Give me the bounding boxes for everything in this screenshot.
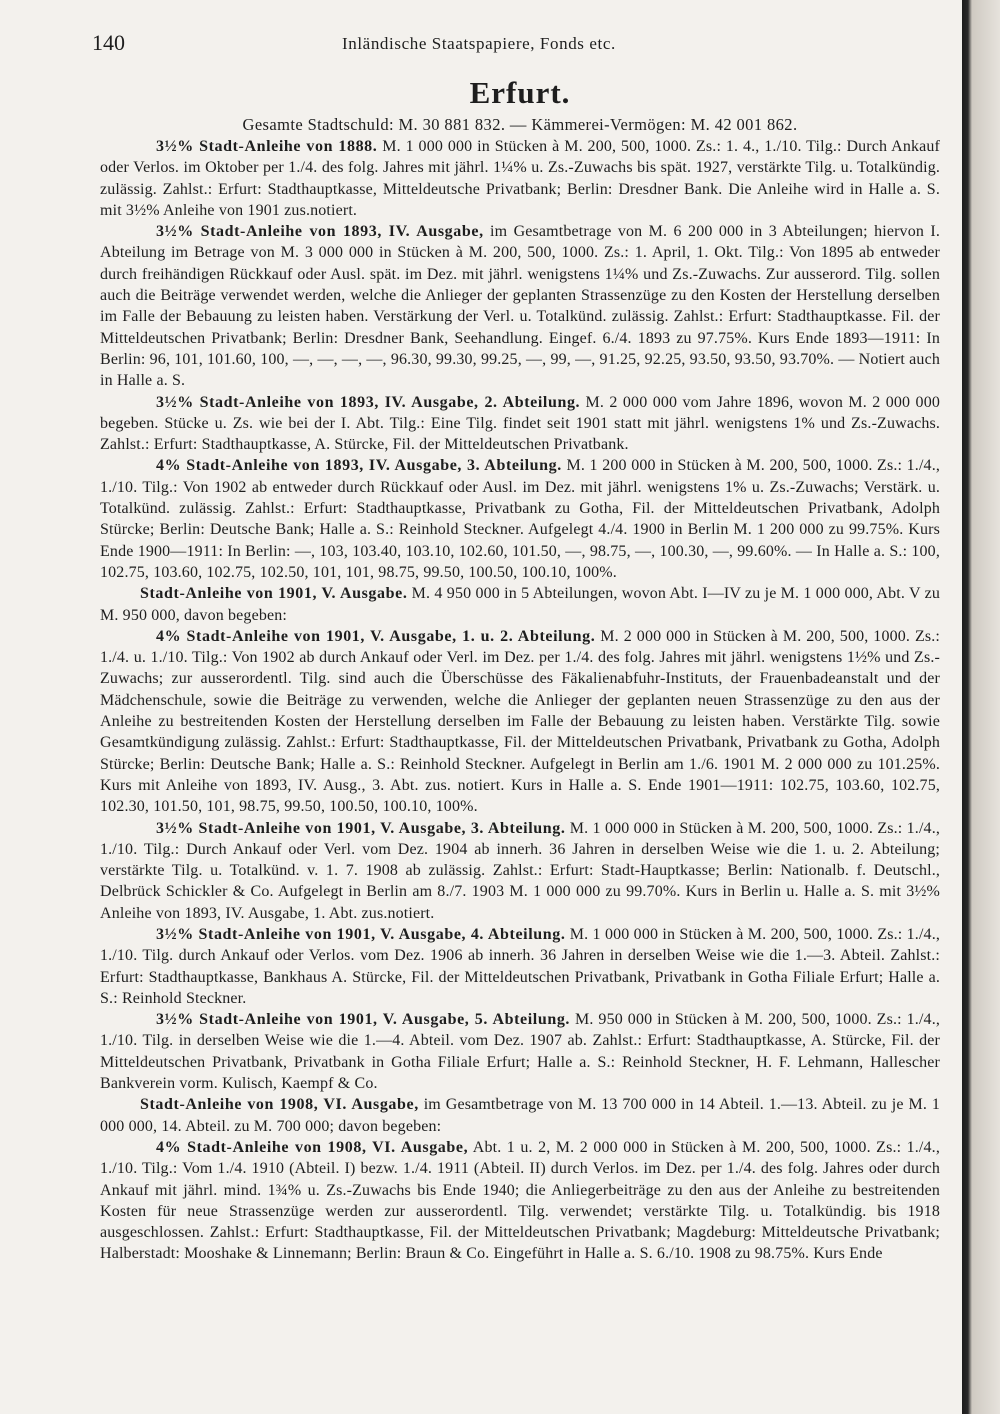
section-title: Erfurt. <box>469 75 571 110</box>
bond-heading: 3½% Stadt-Anleihe von 1893, IV. Ausgabe, <box>156 223 484 241</box>
issue-entry <box>100 1094 940 1137</box>
bond-text: M. 2 000 000 in Stücken à M. 200, 500, 1000. Zs.: 1./4. u. 1./10. Tilg.: Von 1902 ab durch Ankauf oder Verl. im Dez. per 1./4. des folg. Jahres mit jährl. wenigstens 1½% und Zs.-Zuwachs; zur ausserordentl. Tilg. sind auch die Überschüsse des Fäkalienabfuhr-Instituts, der Frauenbadeanstalt und der Mädchenschule, sowie die Beiträge zu verwenden, welche die Anlieger der geplanten neuen Strassenzüge zu den aus der Anleihe zu bestreitenden Kosten der Herstellung derselben im Falle der Bebauung zu leisten haben. Verstärkte Tilg. sowie Gesamtkündigung zulässig. Zahlst.: Erfurt: Stadthauptkasse, Fil. der Mitteldeutschen Privatbank, Privatbank zu Gotha, Adolph Stürcke; Berlin: Deutsche Bank; Halle a. S.: Reinhold Steckner. Aufgelegt in Berlin am 1./6. 1901 M. 2 000 000 zu 101.25%. Kurs mit Anleihe von 1893, IV. Ausg., 3. Abt. zus. notiert. Kurs in Halle a. S. Ende 1901—1911: 102.75, 103.60, 102.75, 102.30, 101.50, 101, 98.75, 99.50, 100.50, 100.10, 100%. <box>100 627 941 816</box>
bond-text: M. 1 000 000 in Stücken à M. 200, 500, 1000. Zs.: 1./4., 1./10. Tilg. durch Ankauf oder Verlos. vom Dez. 1906 ab innerh. 36 Jahren in derselben Weise wie die 1.—3. Abteil. Zahlst.: Erfurt: Stadthauptkasse, Bankhaus A. Stürcke, Fil. der Mitteldeutschen Privatbank, Privatbank in Gotha Filiale Erfurt; Halle a. S.: Reinhold Steckner. <box>100 925 940 1007</box>
bond-text: M. 1 000 000 in Stücken à M. 200, 500, 1000. Zs.: 1./4., 1./10. Tilg.: Durch Ankauf oder Verl. vom Dez. 1904 ab innerh. 36 Jahren in derselben Weise wie die 1. u. 2. Abteilung; verstärkte Tilg. u. Totalkünd. v. 1. 7. 1908 ab zulässig. Zahlst.: Erfurt: Stadt-Hauptkasse; Berlin: Nationalb. f. Deutschl., Delbrück Schickler & Co. Aufgelegt in Berlin am 8./7. 1903 M. 1 000 000 zu 99.70%. Kurs in Berlin u. Halle a. S. mit 3½% Anleihe von 1893, IV. Ausgabe, 1. Abt. zus.notiert. <box>100 819 940 922</box>
bond-entry <box>100 1137 940 1265</box>
bond-heading: 4% Stadt-Anleihe von 1893, IV. Ausgabe, 3. Abteilung. <box>156 457 562 475</box>
bond-heading: 3½% Stadt-Anleihe von 1888. <box>156 138 378 155</box>
bond-entry <box>100 392 940 456</box>
bond-heading: 4% Stadt-Anleihe von 1908, VI. Ausgabe, <box>156 1138 469 1156</box>
issue-text: im Gesamtbetrage von M. 13 700 000 in 14 Abteil. 1.—13. Abteil. zu je M. 1 000 000, 14. Abteil. zu M. 700 000; davon begeben: <box>100 1096 940 1135</box>
bond-entry <box>100 818 940 924</box>
bond-text: M. 950 000 in Stücken à M. 200, 500, 1000. Zs.: 1./4., 1./10. Tilg. in derselben Weise wie die 1.—4. Abteil. vom Dez. 1907 ab. Zahlst.: Erfurt: Stadthauptkasse, A. Stürcke, Fil. der Mitteldeutschen Privatbank, Privatbank in Gotha Filiale Erfurt; Halle a. S.: Reinhold Steckner, H. F. Lehmann, Hallescher Bankverein vorm. Kulisch, Kaempf & Co. <box>100 1011 941 1093</box>
bond-entry <box>100 626 940 818</box>
bond-entry <box>100 455 940 583</box>
debt-summary: Gesamte Stadtschuld: M. 30 881 832. — Kämmerei-Vermögen: M. 42 001 862. <box>242 115 798 134</box>
bond-entry <box>100 136 940 221</box>
bond-text: M. 1 200 000 in Stücken à M. 200, 500, 1000. Zs.: 1./4., 1./10. Tilg.: Von 1902 ab entweder durch Rückkauf oder Ausl. im Dez. mit jährl. wenigstens 1% u. Zs.-Zuwachs; Verstärk. u. Totalkünd. zulässig. Zahlst.: Erfurt: Stadthauptkasse, Privatbank zu Gotha, Fil. der Mitteldeutschen Privatbank, Adolph Stürcke; Berlin: Deutsche Bank; Halle a. S.: Reinhold Steckner. Aufgelegt 4./4. 1900 in Berlin M. 1 200 000 zu 99.75%. Kurs Ende 1900—1911: In Berlin: —, 103, 103.40, 103.10, 102.60, 101.50, —, 98.75, —, 100.30, —, 99.60%. — In Halle a. S.: 100, 102.75, 103.60, 102.75, 102.50, 101, 101, 98.75, 99.50, 100.50, 100.10, 100%. <box>100 457 940 581</box>
issue-entry <box>100 583 940 626</box>
bond-entry <box>100 221 940 391</box>
page-number: 140 <box>92 30 125 55</box>
bond-entry <box>100 1009 940 1094</box>
book-binding-edge <box>962 0 1000 1414</box>
issue-text: M. 4 950 000 in 5 Abteilungen, wovon Abt. I—IV zu je M. 1 000 000, Abt. V zu M. 950 000, davon begeben: <box>100 585 941 624</box>
bond-heading: 3½% Stadt-Anleihe von 1893, IV. Ausgabe, 2. Abteilung. <box>156 393 581 411</box>
bond-text: im Gesamtbetrage von M. 6 200 000 in 3 Abteilungen; hiervon I. Abteilung im Betrage von M. 3 000 000 in Stücken à M. 200, 500, 1000. Zs.: 1. April, 1. Okt. Tilg.: Von 1895 ab entweder durch freihändigen Rückkauf oder Ausl. spät. im Dez. mit jährl. wenigstens 1¼% und Zs.-Zuwachs. Zur ausserord. Tilg. sollen auch die Beiträge verwendet werden, welche die Anlieger der geplanten Strassenzüge zu den Kosten der Herstellung derselben im Falle der Bebauung zu leisten haben. Verstärkung der Verl. u. Totalkünd. zulässig. Zahlst.: Erfurt: Stadthauptkasse. Fil. der Mitteldeutschen Privatbank; Berlin: Dresdner Bank, Seehandlung. Eingef. 6./4. 1893 zu 97.75%. Kurs Ende 1893—1911: In Berlin: 96, 101, 101.60, 100, —, —, —, —, 96.30, 99.30, 99.25, —, 99, —, 91.25, 92.25, 93.50, 93.50, 93.70%. — Notiert auch in Halle a. S. <box>100 223 940 390</box>
bond-heading: 3½% Stadt-Anleihe von 1901, V. Ausgabe, 5. Abteilung. <box>156 1011 571 1029</box>
page-content <box>100 76 940 1265</box>
bond-heading: 4% Stadt-Anleihe von 1901, V. Ausgabe, 1. u. 2. Abteilung. <box>156 627 596 645</box>
issue-heading: Stadt-Anleihe von 1908, VI. Ausgabe, <box>140 1096 419 1114</box>
bond-text: M. 1 000 000 in Stücken à M. 200, 500, 1000. Zs.: 1. 4., 1./10. Tilg.: Durch Ankauf oder Verlos. im Oktober per 1./4. des folg. Jahres mit jährl. 1¼% u. Zs.-Zuwachs bis spät. 1927, verstärkte Tilg. u. Totalkündig. zulässig. Zahlst.: Erfurt: Stadthauptkasse, Mitteldeutsche Privatbank; Berlin: Dresdner Bank. Die Anleihe wird in Halle a. S. mit 3½% Anleihe von 1901 zus.notiert. <box>100 138 941 219</box>
bond-entry <box>100 924 940 1009</box>
running-title: Inländische Staatspapiere, Fonds etc. <box>342 34 616 53</box>
bond-text: Abt. 1 u. 2, M. 2 000 000 in Stücken à M. 200, 500, 1000. Zs.: 1./4., 1./10. Tilg.: Vom 1./4. 1910 (Abteil. I) bezw. 1./4. 1911 (Abteil. II) durch Verlos. im Dez. per 1./4. des folg. Jahres oder durch Ankauf mit jährl. mind. 1¾% u. Zs.-Zuwachs bis Ende 1940; die Anliegerbeiträge zu den aus der Anleihe zu bestreitenden Kosten für neue Strassenzüge werden zur ausserordentl. Tilg. verwendet; verstärkte Tilg. u. Totalkündig. bis 1918 ausgeschlossen. Zahlst.: Erfurt: Stadthauptkasse, Fil. der Mitteldeutschen Privatbank; Magdeburg: Mitteldeutsche Privatbank; Halberstadt: Mooshake & Linnemann; Berlin: Braun & Co. Eingeführt in Halle a. S. 6./10. 1908 zu 98.75%. Kurs Ende <box>100 1138 940 1263</box>
issue-heading: Stadt-Anleihe von 1901, V. Ausgabe. <box>140 585 408 603</box>
bond-heading: 3½% Stadt-Anleihe von 1901, V. Ausgabe, 4. Abteilung. <box>156 925 566 943</box>
page-header <box>92 30 672 54</box>
bond-heading: 3½% Stadt-Anleihe von 1901, V. Ausgabe, 3. Abteilung. <box>156 819 566 837</box>
bond-text: M. 2 000 000 vom Jahre 1896, wovon M. 2 000 000 begeben. Stücke u. Zs. wie bei der I. Abt. Tilg.: Eine Tilg. findet seit 1901 statt mit jährl. wenigstens 1% und Zs.-Zuwachs. Zahlst.: Erfurt: Stadthauptkasse, A. Stürcke, Fil. der Mitteldeutschen Privatbank. <box>100 393 941 454</box>
